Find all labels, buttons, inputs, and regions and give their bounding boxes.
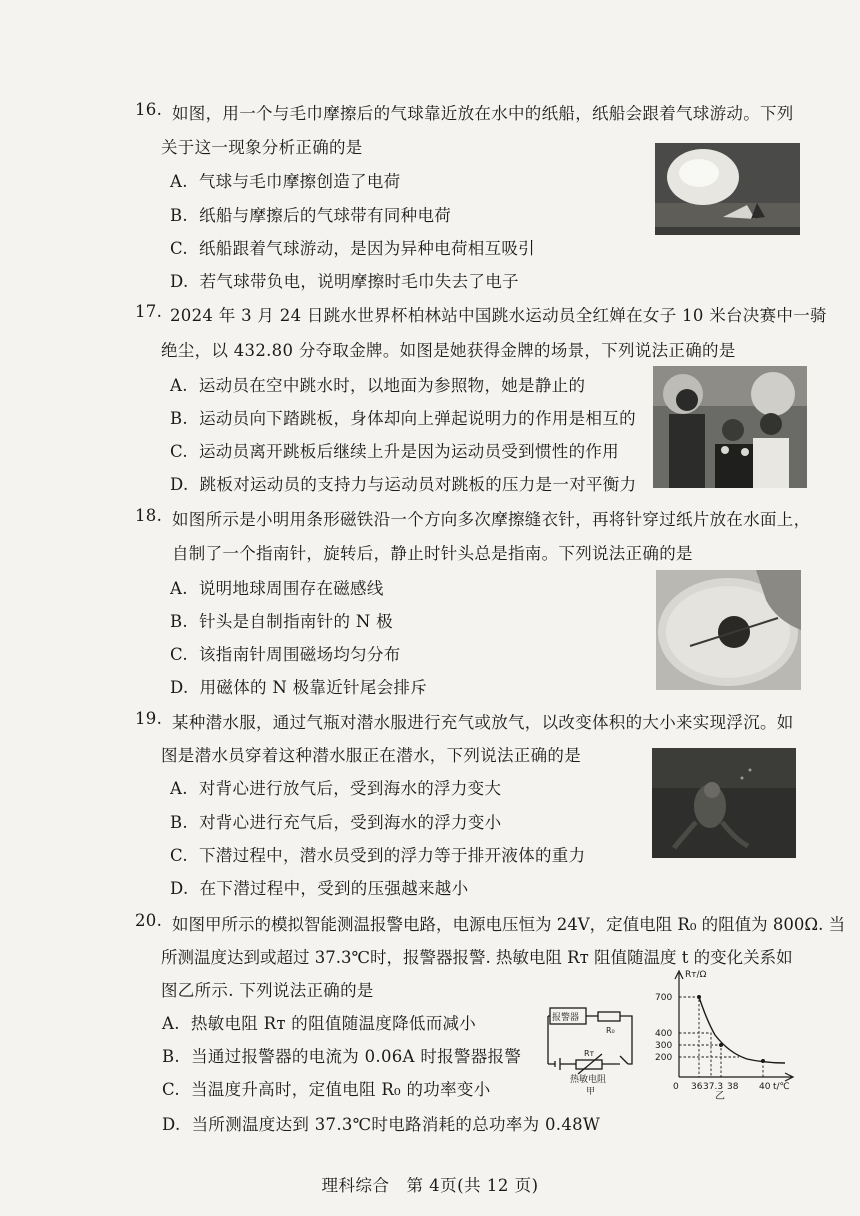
question-stem-line: 如图，用一个与毛巾摩擦后的气球靠近放在水中的纸船，纸船会跟着气球游动。下列	[172, 104, 794, 123]
question-stem-line: 绝尘，以 432.80 分夺取金牌。如图是她获得金牌的场景，下列说法正确的是	[161, 341, 736, 360]
question-stem-line: 如图所示是小明用条形磁铁沿一个方向多次摩擦缝衣针，再将针穿过纸片放在水面上，	[172, 510, 811, 529]
r0-label: R₀	[606, 1026, 615, 1035]
question-stem-line: 关于这一现象分析正确的是	[161, 138, 363, 157]
alarm-circuit-diagram	[540, 1004, 650, 1104]
option-text: 纸船跟着气球游动，是因为异种电荷相互吸引	[198, 239, 535, 258]
rt-label: Rᴛ	[584, 1049, 595, 1058]
option-label: A.	[170, 579, 188, 598]
option-text: 若气球带负电，说明摩擦时毛巾失去了电子	[199, 272, 519, 291]
point-36-700	[697, 995, 701, 999]
question-number: 20.	[135, 911, 163, 930]
option-text: 跳板对运动员的支持力与运动员对跳板的压力是一对平衡力	[199, 475, 637, 494]
option-text: 当通过报警器的电流为 0.06A 时报警器报警	[191, 1047, 522, 1066]
option-text: 在下潜过程中，受到的压强越来越小	[199, 879, 469, 898]
option-text: 运动员向下踏跳板，身体却向上弹起说明力的作用是相互的	[199, 409, 636, 428]
question-stem-line: 2024 年 3 月 24 日跳水世界杯柏林站中国跳水运动员全红婵在女子 10 米台决赛中一骑	[170, 306, 827, 325]
y-tick-200: 200	[655, 1053, 673, 1063]
option-text: 针头是自制指南针的 N 极	[199, 612, 393, 631]
guide-36	[679, 997, 699, 1077]
origin-label: 0	[673, 1082, 679, 1092]
option-label: A.	[170, 376, 188, 395]
y-tick-300: 300	[655, 1041, 673, 1051]
option-text: 运动员在空中跳水时，以地面为参照物，她是静止的	[198, 376, 586, 395]
option-label: B.	[170, 206, 188, 225]
option-label: A.	[170, 172, 188, 191]
option-label: B.	[170, 409, 188, 428]
question-stem-line: 自制了一个指南针，旋转后，静止时针头总是指南。下列说法正确的是	[172, 544, 693, 563]
option-text: 纸船与摩擦后的气球带有同种电荷	[199, 206, 452, 225]
x-tick-36: 36	[691, 1082, 703, 1092]
thermistor-label: 热敏电阻	[570, 1075, 607, 1085]
option-text: 下潜过程中，潜水员受到的浮力等于排开液体的重力	[198, 846, 586, 865]
question-stem-line: 图是潜水员穿着这种潜水服正在潜水，下列说法正确的是	[161, 746, 581, 765]
option-text: 当温度升高时，定值电阻 R₀ 的功率变小	[190, 1080, 491, 1099]
battery	[555, 1058, 560, 1070]
guide-38	[679, 1045, 721, 1077]
resistance-temperature-graph	[655, 965, 805, 1100]
y-tick-400: 400	[655, 1029, 673, 1039]
option-label: B.	[170, 612, 188, 631]
y-axis-label: Rᴛ/Ω	[685, 970, 707, 980]
option-text: 对背心进行放气后，受到海水的浮力变大	[198, 779, 502, 798]
needle-compass-photo	[656, 570, 801, 690]
option-label: A.	[162, 1014, 180, 1033]
question-stem-line: 图乙所示. 下列说法正确的是	[161, 981, 374, 1000]
option-text: 热敏电阻 Rᴛ 的阻值随温度降低而减小	[190, 1014, 477, 1033]
option-label: B.	[170, 813, 188, 832]
option-label: D.	[170, 272, 189, 291]
point-38-300	[719, 1043, 723, 1047]
r0-resistor	[598, 1012, 620, 1021]
option-text: 运动员离开跳板后继续上升是因为运动员受到惯性的作用	[198, 442, 619, 461]
diver-photo	[652, 748, 796, 858]
alarm-label: 报警器	[552, 1013, 580, 1023]
option-label: C.	[170, 846, 188, 865]
option-label: C.	[162, 1080, 180, 1099]
question-number: 17.	[135, 302, 163, 321]
question-number: 19.	[135, 709, 163, 728]
question-number: 16.	[135, 100, 163, 119]
graph-caption: 乙	[715, 1091, 725, 1100]
option-text: 气球与毛巾摩擦创造了电荷	[198, 172, 401, 191]
option-label: D.	[170, 879, 189, 898]
question-stem-line: 某种潜水服，通过气瓶对潜水服进行充气或放气，以改变体积的大小来实现浮沉。如	[172, 713, 794, 732]
rt-curve	[699, 997, 785, 1063]
question-stem-line: 如图甲所示的模拟智能测温报警电路，电源电压恒为 24V，定值电阻 R₀ 的阻值为 800Ω. 当	[172, 915, 846, 934]
option-label: C.	[170, 239, 188, 258]
switch	[620, 1056, 628, 1064]
circuit-caption: 甲	[586, 1087, 596, 1097]
x-tick-37-3: 37.3	[703, 1082, 724, 1092]
x-axis-label: t/℃	[773, 1082, 790, 1092]
option-label: D.	[170, 475, 189, 494]
option-label: C.	[170, 645, 188, 664]
option-text: 用磁体的 N 极靠近针尾会排斥	[199, 678, 428, 697]
page-footer: 理科综合 第 4页(共 12 页)	[321, 1176, 539, 1195]
option-label: B.	[162, 1047, 180, 1066]
point-40	[761, 1059, 765, 1063]
option-label: D.	[162, 1115, 181, 1134]
option-text: 说明地球周围存在磁感线	[198, 579, 384, 598]
option-text: 当所测温度达到 37.3℃时电路消耗的总功率为 0.48W	[191, 1115, 601, 1134]
option-label: D.	[170, 678, 189, 697]
balloon-boat-photo	[655, 143, 800, 235]
option-label: A.	[170, 779, 188, 798]
x-tick-40: 40	[759, 1082, 771, 1092]
option-label: C.	[170, 442, 188, 461]
y-tick-700: 700	[655, 993, 673, 1003]
guide-37-3	[679, 1033, 711, 1077]
option-text: 对背心进行充气后，受到海水的浮力变小	[199, 813, 502, 832]
medal-ceremony-photo	[653, 366, 807, 488]
option-text: 该指南针周围磁场均匀分布	[198, 645, 401, 664]
question-number: 18.	[135, 506, 163, 525]
question-stem-line: 所测温度达到或超过 37.3℃时，报警器报警. 热敏电阻 Rᴛ 阻值随温度 t 的变化关系如	[161, 948, 793, 967]
x-tick-38: 38	[727, 1082, 739, 1092]
